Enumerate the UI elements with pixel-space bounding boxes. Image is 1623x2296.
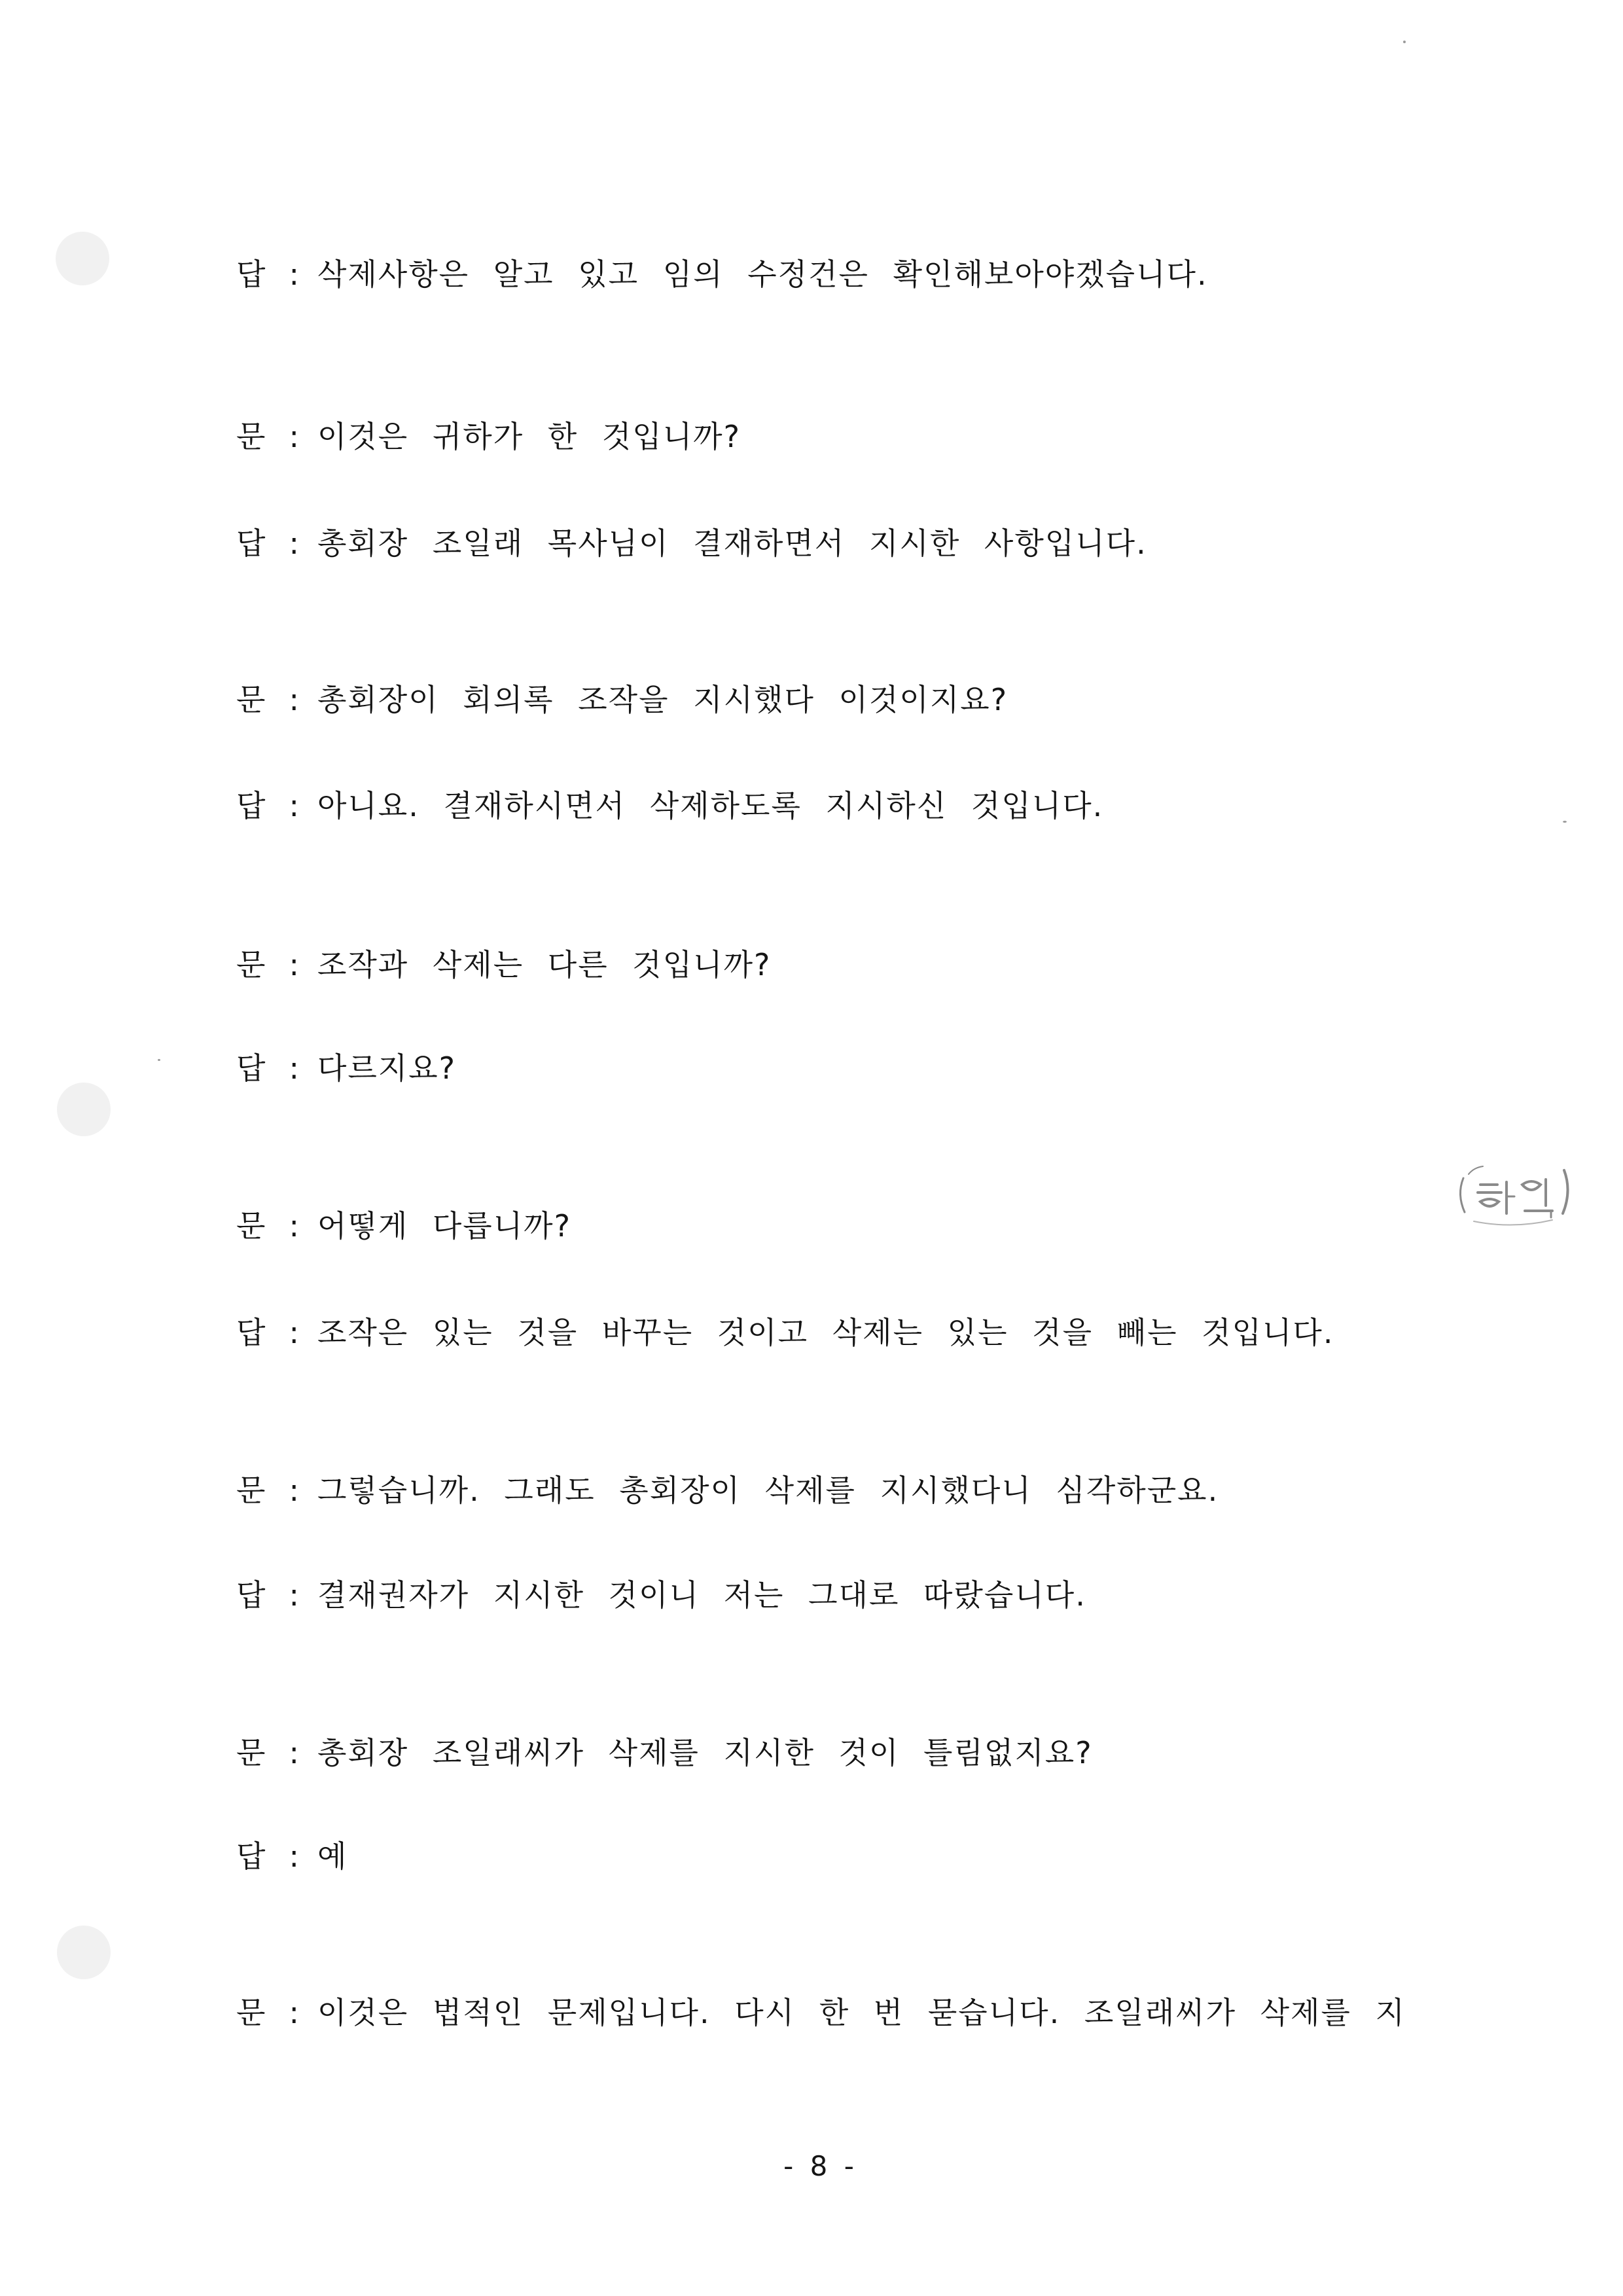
separator-colon: : [289,1995,300,2030]
separator-colon: : [289,1473,300,1508]
qa-text: 총회장 조일래 목사님이 결재하면서 지시한 사항입니다. [317,526,1147,561]
speaker-label: 답 [236,1577,267,1613]
separator-colon: : [289,1839,300,1874]
separator-colon: : [289,1208,300,1244]
scan-speck [1403,41,1406,43]
question-line [236,417,741,456]
qa-text: 그렇습니까. 그래도 총회장이 삭제를 지시했다니 심각하군요. [317,1473,1219,1508]
qa-text: 이것은 귀하가 한 것입니까? [317,419,741,454]
separator-colon: : [289,257,300,292]
speaker-label: 문 [236,1995,267,2030]
answer-line [236,1049,456,1088]
qa-text: 결재권자가 지시한 것이니 저는 그대로 따랐습니다. [317,1577,1086,1613]
speaker-label: 답 [236,1839,267,1874]
answer-line [236,1313,1334,1352]
scan-speck [1563,821,1567,823]
separator-colon: : [289,788,300,823]
separator-colon: : [289,1315,300,1350]
question-line [236,1993,1406,2032]
qa-text: 어떻게 다릅니까? [317,1208,572,1244]
separator-colon: : [289,419,300,454]
question-line [236,1733,1093,1772]
qa-text: 아니요. 결재하시면서 삭제하도록 지시하신 것입니다. [317,788,1104,823]
separator-colon: : [289,947,300,982]
speaker-label: 문 [236,1735,267,1770]
answer-line [236,1575,1086,1615]
answer-line [236,524,1147,563]
qa-text: 총회장 조일래씨가 삭제를 지시한 것이 틀림없지요? [317,1735,1093,1770]
answer-line [236,255,1208,294]
speaker-label: 문 [236,1473,267,1508]
speaker-label: 문 [236,419,267,454]
qa-text: 삭제사항은 알고 있고 임의 수정건은 확인해보아야겠습니다. [317,257,1208,292]
qa-text: 예 [317,1839,348,1874]
separator-colon: : [289,682,300,717]
seal-stamp [1454,1158,1572,1230]
question-line [236,1206,571,1246]
punch-hole [56,232,109,285]
separator-colon: : [289,1050,300,1086]
question-line [236,1471,1219,1510]
answer-line [236,786,1103,825]
separator-colon: : [289,526,300,561]
qa-text: 총회장이 회의록 조작을 지시했다 이것이지요? [317,682,1008,717]
punch-hole [57,1926,111,1979]
separator-colon: : [289,1577,300,1613]
qa-text: 조작은 있는 것을 바꾸는 것이고 삭제는 있는 것을 빼는 것입니다. [317,1315,1334,1350]
scan-speck [158,1059,160,1061]
speaker-label: 답 [236,1315,267,1350]
page-number: - 8 - [783,2150,858,2182]
qa-text: 조작과 삭제는 다른 것입니까? [317,947,772,982]
speaker-label: 답 [236,788,267,823]
answer-line [236,1837,348,1876]
speaker-label: 답 [236,257,267,292]
question-line [236,945,771,984]
speaker-label: 문 [236,947,267,982]
qa-text: 다르지요? [317,1050,457,1086]
speaker-label: 문 [236,682,267,717]
speaker-label: 답 [236,1050,267,1086]
separator-colon: : [289,1735,300,1770]
speaker-label: 문 [236,1208,267,1244]
speaker-label: 답 [236,526,267,561]
punch-hole [57,1083,111,1136]
question-line [236,680,1008,719]
qa-text: 이것은 법적인 문제입니다. 다시 한 번 묻습니다. 조일래씨가 삭제를 지 [317,1995,1406,2030]
